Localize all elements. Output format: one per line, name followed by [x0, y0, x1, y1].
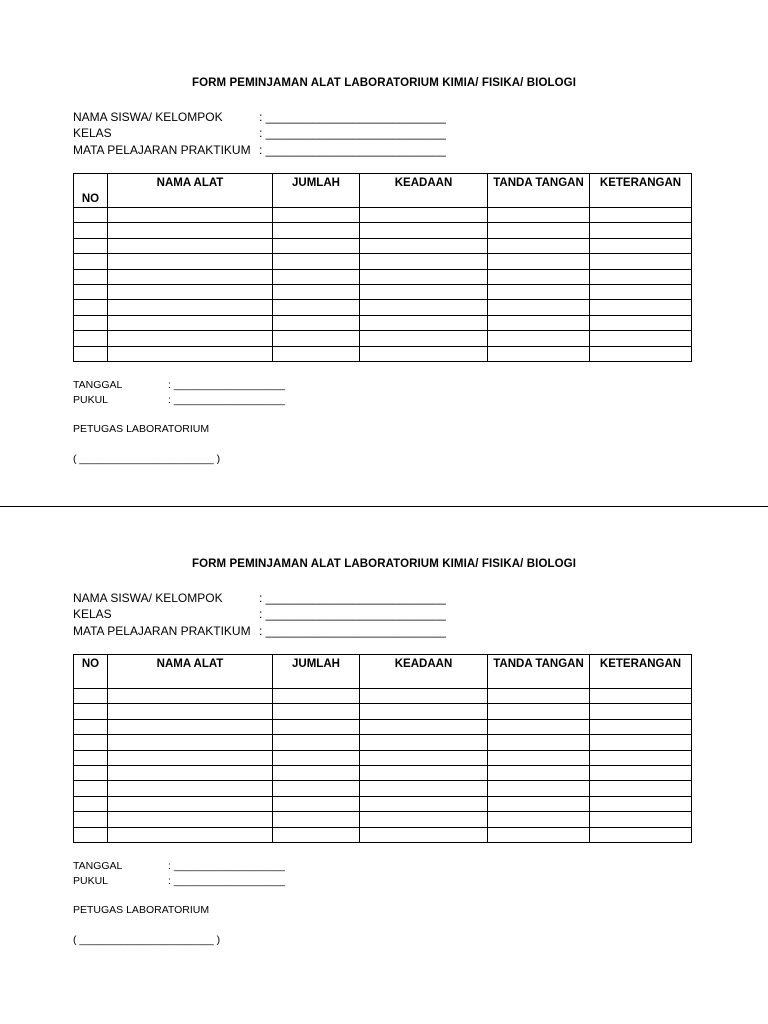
table-cell[interactable] — [273, 346, 360, 361]
table-row — [74, 284, 692, 299]
table-cell[interactable] — [273, 827, 360, 842]
table-cell[interactable] — [108, 346, 273, 361]
table-cell[interactable] — [360, 208, 488, 223]
table-row — [74, 827, 692, 842]
table-cell[interactable] — [108, 796, 273, 811]
table-cell[interactable] — [488, 238, 590, 253]
table-cell[interactable] — [108, 704, 273, 719]
table-cell[interactable] — [74, 254, 108, 269]
col-sign-header: TANDA TANGAN — [488, 655, 590, 689]
officer-signature-blank[interactable]: ( _______________________ ) — [73, 453, 221, 465]
col-sign-header: TANDA TANGAN — [488, 174, 590, 208]
time-label: PUKUL — [73, 394, 109, 406]
col-qty-header: JUMLAH — [273, 174, 360, 208]
table-cell[interactable] — [360, 812, 488, 827]
table-cell[interactable] — [74, 704, 108, 719]
table-cell[interactable] — [74, 346, 108, 361]
table-cell[interactable] — [108, 284, 273, 299]
date-blank[interactable]: : ___________________ — [168, 860, 285, 872]
table-row — [74, 765, 692, 780]
lab-officer-label: PETUGAS LABORATORIUM — [73, 904, 210, 916]
table-cell[interactable] — [74, 812, 108, 827]
table-cell[interactable] — [590, 284, 692, 299]
table-cell[interactable] — [360, 269, 488, 284]
table-row — [74, 223, 692, 238]
table-cell[interactable] — [273, 735, 360, 750]
table-cell[interactable] — [488, 208, 590, 223]
table-cell[interactable] — [108, 315, 273, 330]
table-cell[interactable] — [488, 346, 590, 361]
table-cell[interactable] — [360, 796, 488, 811]
table-cell[interactable] — [590, 300, 692, 315]
table-cell[interactable] — [74, 781, 108, 796]
table-body — [74, 208, 692, 362]
table-cell[interactable] — [273, 331, 360, 346]
table-cell[interactable] — [590, 735, 692, 750]
table-cell[interactable] — [360, 346, 488, 361]
lab-officer-label: PETUGAS LABORATORIUM — [73, 423, 210, 435]
col-item-header: NAMA ALAT — [108, 174, 273, 208]
table-cell[interactable] — [590, 269, 692, 284]
table-header-row — [74, 655, 692, 689]
table-row — [74, 735, 692, 750]
table-cell[interactable] — [74, 735, 108, 750]
col-condition-header: KEADAAN — [360, 655, 488, 689]
table-cell[interactable] — [108, 269, 273, 284]
table-cell[interactable] — [108, 812, 273, 827]
table-cell[interactable] — [74, 284, 108, 299]
table-cell[interactable] — [108, 254, 273, 269]
table-cell[interactable] — [108, 208, 273, 223]
table-cell[interactable] — [108, 300, 273, 315]
table-cell[interactable] — [488, 315, 590, 330]
table-cell[interactable] — [108, 781, 273, 796]
table-cell[interactable] — [74, 750, 108, 765]
table-cell[interactable] — [488, 269, 590, 284]
equipment-table — [73, 173, 692, 362]
time-label: PUKUL — [73, 875, 109, 887]
table-cell[interactable] — [488, 689, 590, 704]
table-cell[interactable] — [590, 238, 692, 253]
table-cell[interactable] — [590, 750, 692, 765]
table-cell[interactable] — [590, 208, 692, 223]
officer-signature-blank[interactable]: ( _______________________ ) — [73, 934, 221, 946]
class-blank[interactable]: : ___________________________ — [259, 607, 446, 621]
table-cell[interactable] — [108, 827, 273, 842]
table-cell[interactable] — [273, 750, 360, 765]
table-cell[interactable] — [273, 796, 360, 811]
class-blank[interactable]: : ___________________________ — [259, 126, 446, 140]
table-cell[interactable] — [360, 765, 488, 780]
table-cell[interactable] — [590, 331, 692, 346]
student-group-blank[interactable]: : ___________________________ — [259, 591, 446, 605]
table-cell[interactable] — [74, 300, 108, 315]
table-row — [74, 331, 692, 346]
col-no-header: NO — [74, 655, 108, 689]
table-cell[interactable] — [590, 315, 692, 330]
table-row — [74, 238, 692, 253]
subject-blank[interactable]: : ___________________________ — [259, 624, 446, 638]
table-cell[interactable] — [273, 812, 360, 827]
table-cell[interactable] — [360, 300, 488, 315]
table-header-row — [74, 174, 692, 208]
date-label: TANGGAL — [73, 860, 123, 872]
table-cell[interactable] — [488, 704, 590, 719]
table-cell[interactable] — [360, 254, 488, 269]
table-cell[interactable] — [74, 269, 108, 284]
table-cell[interactable] — [488, 781, 590, 796]
table-cell[interactable] — [590, 827, 692, 842]
table-cell[interactable] — [488, 223, 590, 238]
student-group-label: NAMA SISWA/ KELOMPOK — [73, 591, 223, 605]
table-cell[interactable] — [590, 704, 692, 719]
table-cell[interactable] — [74, 827, 108, 842]
table-cell[interactable] — [488, 812, 590, 827]
col-qty-header: JUMLAH — [273, 655, 360, 689]
table-cell[interactable] — [488, 719, 590, 734]
cut-line-divider — [0, 506, 768, 507]
student-group-blank[interactable]: : ___________________________ — [259, 110, 446, 124]
time-blank[interactable]: : ___________________ — [168, 875, 285, 887]
table-cell[interactable] — [273, 238, 360, 253]
col-notes-header: KETERANGAN — [590, 655, 692, 689]
table-cell[interactable] — [488, 796, 590, 811]
col-no-header: NO — [74, 174, 108, 208]
table-row — [74, 269, 692, 284]
table-cell[interactable] — [108, 765, 273, 780]
table-cell[interactable] — [360, 284, 488, 299]
table-cell[interactable] — [273, 315, 360, 330]
table-cell[interactable] — [488, 254, 590, 269]
table-row — [74, 812, 692, 827]
table-cell[interactable] — [360, 827, 488, 842]
table-cell[interactable] — [273, 223, 360, 238]
table-cell[interactable] — [74, 719, 108, 734]
table-cell[interactable] — [360, 719, 488, 734]
table-cell[interactable] — [360, 781, 488, 796]
class-label: KELAS — [73, 126, 112, 140]
table-row — [74, 750, 692, 765]
table-cell[interactable] — [488, 284, 590, 299]
table-cell[interactable] — [108, 735, 273, 750]
table-cell[interactable] — [590, 719, 692, 734]
table-cell[interactable] — [74, 208, 108, 223]
table-cell[interactable] — [108, 689, 273, 704]
subject-label: MATA PELAJARAN PRAKTIKUM — [73, 143, 251, 157]
table-cell[interactable] — [273, 781, 360, 796]
table-cell[interactable] — [273, 689, 360, 704]
table-row — [74, 346, 692, 361]
form-title: FORM PEMINJAMAN ALAT LABORATORIUM KIMIA/ FISIKA/ BIOLOGI — [191, 77, 577, 89]
table-row — [74, 689, 692, 704]
time-blank[interactable]: : ___________________ — [168, 394, 285, 406]
table-row — [74, 781, 692, 796]
equipment-table — [73, 654, 692, 843]
subject-blank[interactable]: : ___________________________ — [259, 143, 446, 157]
table-cell[interactable] — [590, 812, 692, 827]
table-cell[interactable] — [360, 735, 488, 750]
form-title: FORM PEMINJAMAN ALAT LABORATORIUM KIMIA/ FISIKA/ BIOLOGI — [191, 558, 577, 570]
table-row — [74, 796, 692, 811]
table-cell[interactable] — [74, 765, 108, 780]
table-cell[interactable] — [108, 750, 273, 765]
table-cell[interactable] — [74, 689, 108, 704]
table-cell[interactable] — [488, 827, 590, 842]
table-cell[interactable] — [273, 269, 360, 284]
table-cell[interactable] — [74, 238, 108, 253]
table-cell[interactable] — [590, 689, 692, 704]
date-blank[interactable]: : ___________________ — [168, 379, 285, 391]
table-cell[interactable] — [590, 346, 692, 361]
table-cell[interactable] — [74, 223, 108, 238]
table-cell[interactable] — [360, 704, 488, 719]
table-cell[interactable] — [488, 735, 590, 750]
student-group-label: NAMA SISWA/ KELOMPOK — [73, 110, 223, 124]
table-cell[interactable] — [488, 765, 590, 780]
table-cell[interactable] — [273, 208, 360, 223]
table-cell[interactable] — [360, 689, 488, 704]
table-cell[interactable] — [273, 765, 360, 780]
table-cell[interactable] — [488, 750, 590, 765]
table-row — [74, 254, 692, 269]
table-cell[interactable] — [108, 238, 273, 253]
subject-label: MATA PELAJARAN PRAKTIKUM — [73, 624, 251, 638]
col-notes-header: KETERANGAN — [590, 174, 692, 208]
table-cell[interactable] — [590, 796, 692, 811]
table-cell[interactable] — [488, 331, 590, 346]
table-row — [74, 300, 692, 315]
table-cell[interactable] — [360, 223, 488, 238]
table-cell[interactable] — [273, 719, 360, 734]
table-cell[interactable] — [273, 704, 360, 719]
table-cell[interactable] — [360, 750, 488, 765]
table-row — [74, 704, 692, 719]
table-cell[interactable] — [360, 315, 488, 330]
date-label: TANGGAL — [73, 379, 123, 391]
table-row — [74, 208, 692, 223]
table-cell[interactable] — [273, 254, 360, 269]
class-label: KELAS — [73, 607, 112, 621]
table-row — [74, 719, 692, 734]
table-cell[interactable] — [108, 223, 273, 238]
table-cell[interactable] — [590, 254, 692, 269]
table-cell[interactable] — [273, 300, 360, 315]
table-cell[interactable] — [488, 300, 590, 315]
table-cell[interactable] — [74, 331, 108, 346]
table-cell[interactable] — [108, 719, 273, 734]
col-condition-header: KEADAAN — [360, 174, 488, 208]
table-cell[interactable] — [360, 238, 488, 253]
table-cell[interactable] — [590, 781, 692, 796]
table-cell[interactable] — [108, 331, 273, 346]
table-cell[interactable] — [360, 331, 488, 346]
col-item-header: NAMA ALAT — [108, 655, 273, 689]
table-row — [74, 315, 692, 330]
table-cell[interactable] — [273, 284, 360, 299]
table-body — [74, 689, 692, 843]
table-cell[interactable] — [74, 315, 108, 330]
table-cell[interactable] — [74, 796, 108, 811]
table-cell[interactable] — [590, 765, 692, 780]
table-cell[interactable] — [590, 223, 692, 238]
